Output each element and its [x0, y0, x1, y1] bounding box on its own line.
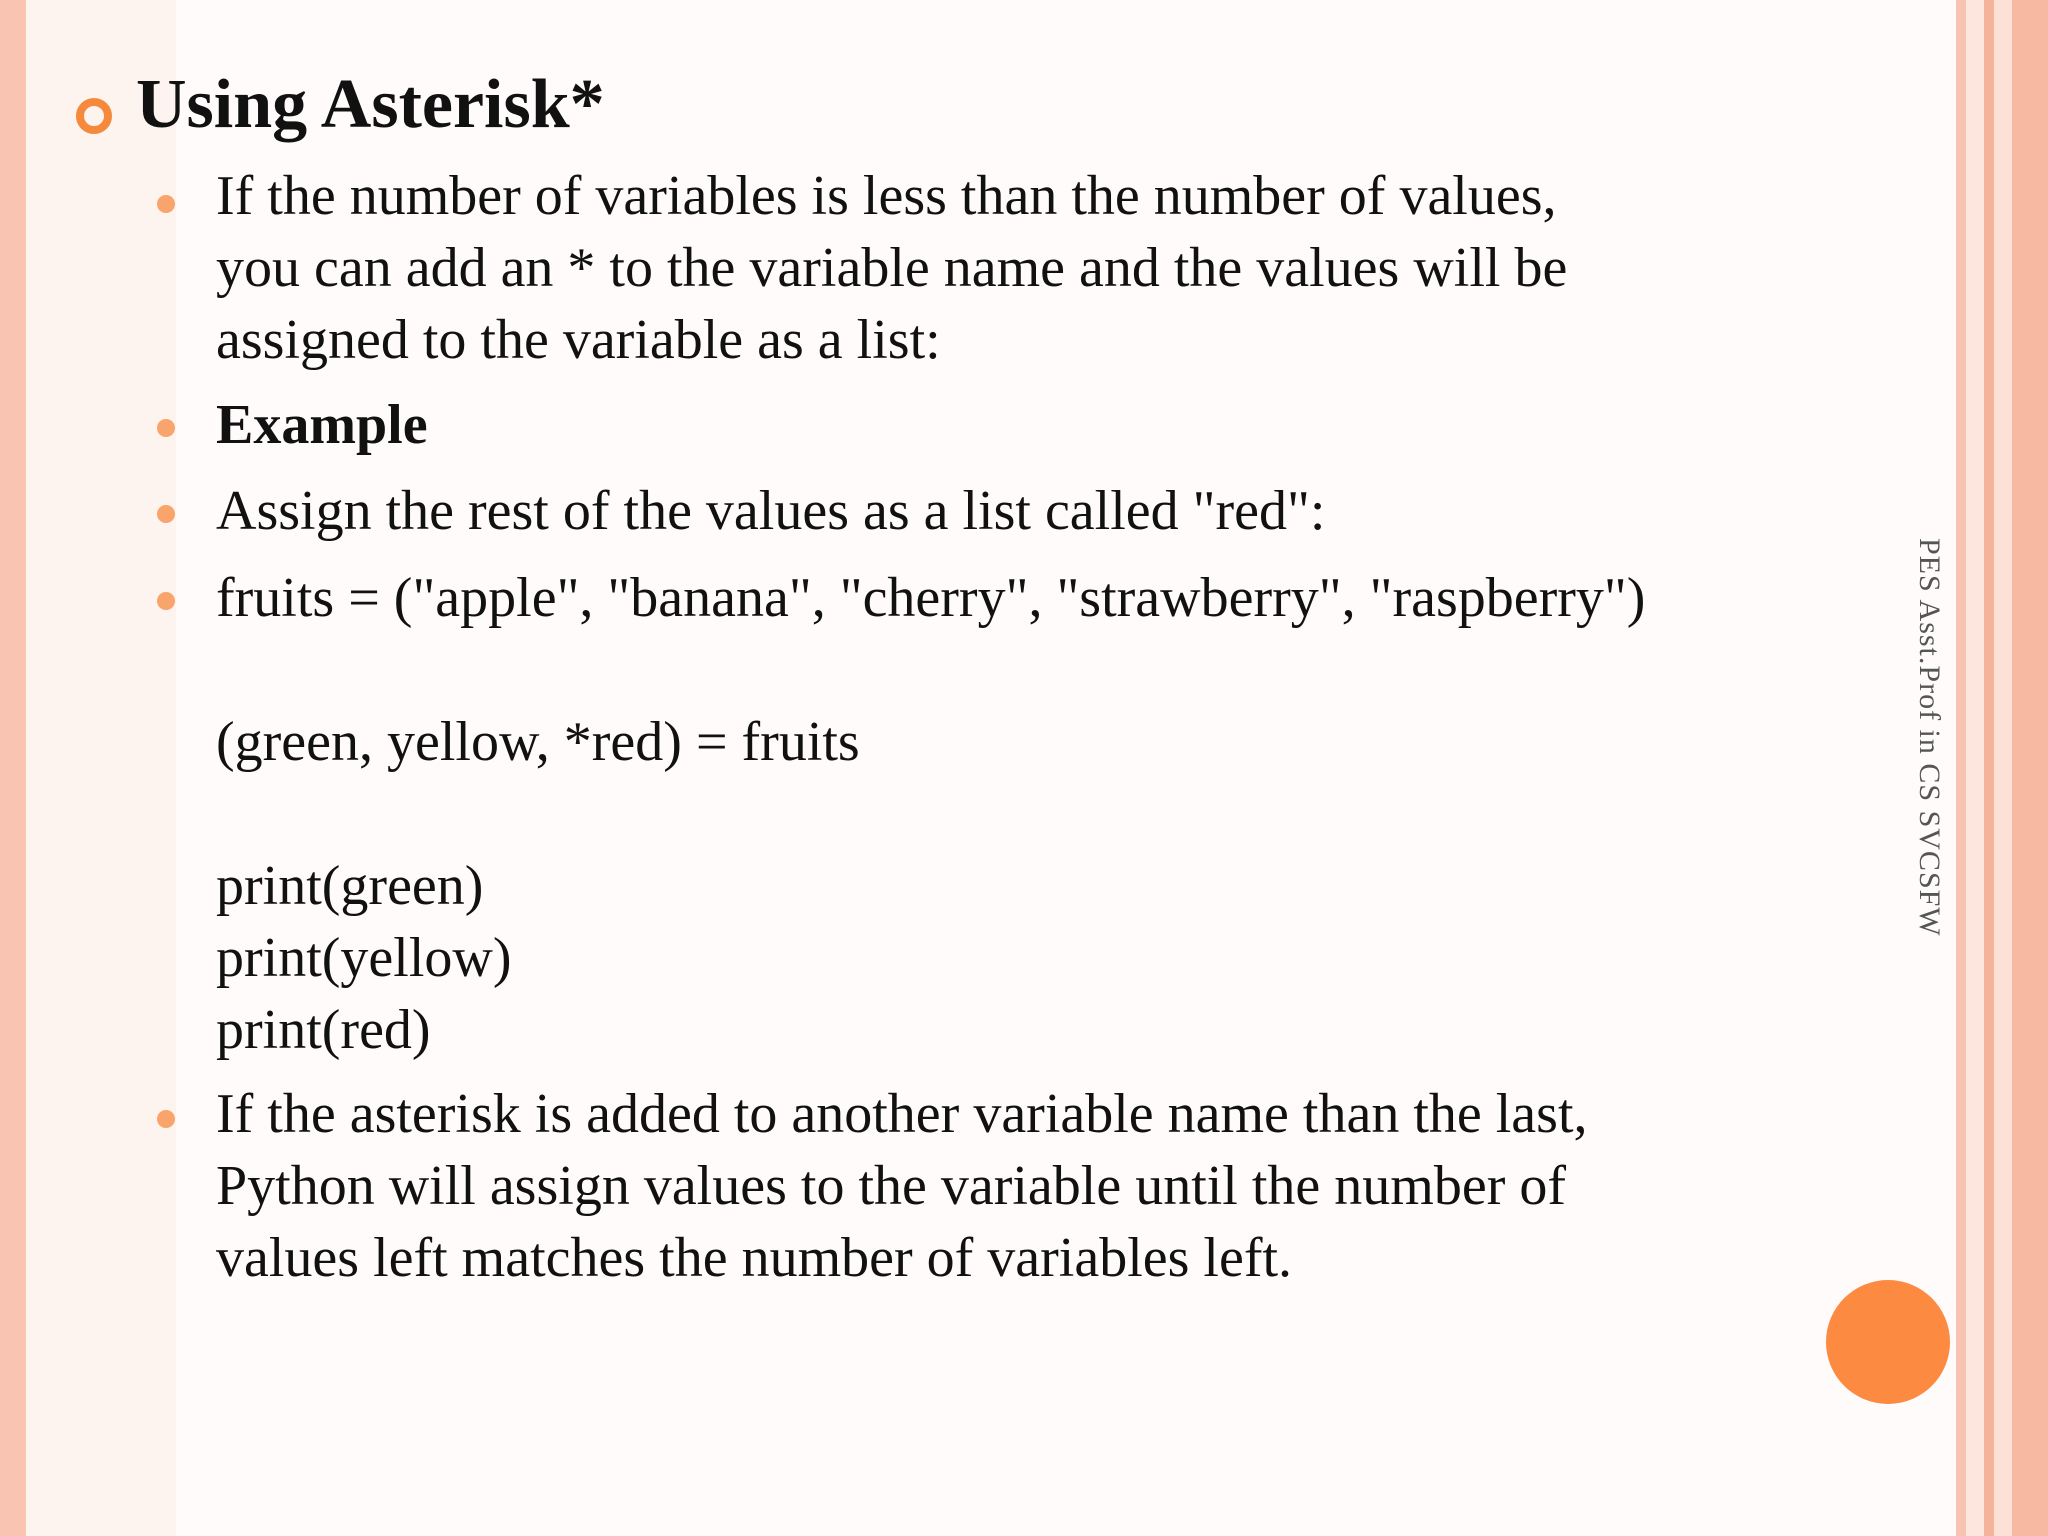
code-line: print(green): [216, 855, 484, 917]
vertical-footer: [1898, 538, 1958, 1148]
bullet-text-line: assigned to the variable as a list:: [216, 309, 941, 371]
bullet-dot-icon: [157, 592, 175, 610]
title-ring-bullet-icon: [76, 98, 112, 134]
bullet-text-line: Assign the rest of the values as a list called "red":: [216, 480, 1326, 542]
bullet-text-line: If the asterisk is added to another variable name than the last,: [216, 1083, 1588, 1145]
right-stripe: [1994, 0, 2012, 1536]
footer-text: PES Asst.Prof in CS SVCSFW: [1913, 538, 1946, 937]
right-stripe: [1966, 0, 1984, 1536]
bullet-dot-icon: [157, 195, 175, 213]
bullet-dot-icon: [157, 505, 175, 523]
bullet-text-line: If the number of variables is less than the number of values,: [216, 165, 1557, 227]
bullet-text-line: you can add an * to the variable name and the values will be: [216, 237, 1568, 299]
right-stripe: [1984, 0, 1994, 1536]
orange-circle-decoration: [1826, 1280, 1950, 1404]
left-margin-shade: [26, 0, 176, 1536]
code-line: print(red): [216, 999, 431, 1061]
code-line: fruits = ("apple", "banana", "cherry", "strawberry", "raspberry"): [216, 567, 1646, 629]
left-border: [0, 0, 26, 1536]
slide-title: Using Asterisk*: [136, 66, 605, 143]
code-line: print(yellow): [216, 927, 512, 989]
code-line: (green, yellow, *red) = fruits: [216, 711, 860, 773]
bullet-dot-icon: [157, 1110, 175, 1128]
bullet-dot-icon: [157, 419, 175, 437]
bullet-text-line: Python will assign values to the variable until the number of: [216, 1155, 1566, 1217]
right-stripe: [2012, 0, 2048, 1536]
bullet-text-line: values left matches the number of variables left.: [216, 1227, 1293, 1289]
example-heading: Example: [216, 394, 428, 456]
